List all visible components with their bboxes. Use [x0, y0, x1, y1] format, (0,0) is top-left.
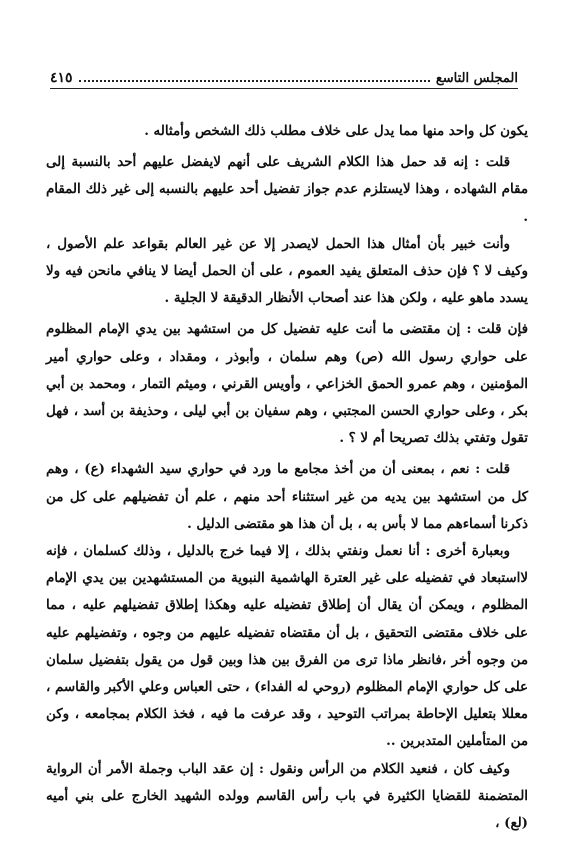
paragraph-3: وأنت خبير بأن أمثال هذا الحمل لايصدر إلا عن غير العالم بقواعد علم الأصول ، وكيف لا ؟ فإن حذف المتعلق يفيد العموم ، على أن الحمل أيضا لا ينافي مانحن فيه ولا يسدد ماهو عليه ، ولكن هذا عند أصحاب الأنظار الدقيقة لا الجلية . — [46, 235, 528, 307]
paragraph-4: فإن قلت : إن مقتضى ما أنت عليه تفضيل كل من استشهد بين يدي الإمام المظلوم على حواري رسول الله (ص) وهم سلمان ، وأبوذر ، ومقداد ، وعلى حواري أمير المؤمنين ، وهم عمرو الحمق الخزاعي ، وأويس القرني ، وميثم التمار ، ومحمد بن أبي بكر ، وعلى حواري الحسن المجتبي ، وهم سفيان بن أبي ليلى ، وحذيفة بن أسد ، فهل تقول وتفتي بذلك تصريحا أم لا ؟ . — [46, 321, 528, 447]
page-number: ٤١٥ — [50, 70, 73, 86]
paragraph-1: يكون كل واحد منها مما يدل على خلاف مطلب ذلك الشخص وأمثاله . — [144, 123, 528, 139]
running-title: المجلس التاسع — [435, 71, 518, 86]
page-body — [46, 118, 528, 837]
page-header — [50, 64, 518, 86]
header-rule — [50, 88, 518, 89]
paragraph-5: قلت : نعم ، بمعنى أن من أخذ مجامع ما ورد في حواري سيد الشهداء (ع) ، وهم كل من استشهد بين يديه من غير استثناء أحد منهم ، علم أن تفضيلهم على كل من ذكرنا أسماءهم مما لا بأس به ، بل أن هذا هو مقتضى الدليل . — [46, 461, 528, 532]
dotted-leader — [79, 80, 430, 82]
paragraph-7: وكيف كان ، فنعيد الكلام من الرأس ونقول : إن عقد الباب وجملة الأمر أن الرواية المتضمنة للقضايا الكثيرة في باب رأس القاسم وولده الشهيد الخارج على بني أميه (لع) ، — [46, 760, 528, 832]
paragraph-2: قلت : إنه قد حمل هذا الكلام الشريف على أنهم لايفضل عليهم أحد بالنسبة إلى مقام الشهاده ، وهذا لايستلزم عدم جواز تفضيل أحد عليهم بالنسبه إلى غير ذلك المقام . — [46, 154, 528, 225]
paragraph-6: وبعبارة أخرى : أنا نعمل ونفتي بذلك ، إلا فيما خرج بالدليل ، وذلك كسلمان ، فإنه لااستبعاد في تفضيله على غير العترة الهاشمية النبوية من المستشهدين بين يدي الإمام المظلوم ، ويمكن أن يقال أن إطلاق تفضيله عليه وهكذا إطلاق تفضيلهم عليه ، مما على خلاف مقتضى التحقيق ، بل أن مقتضاه تفضيله عليهم من وجوه ، وتفضيلهم عليه من وجوه أخر ،فانظر ماذا ترى من الفرق بين هذا وبين قول من يقول بتفضيل سلمان على كل حواري الإمام المظلوم (روحي له الفداء) ، حتى العباس وعلي الأكبر والقاسم ، معللا بتعليل الإحاطة بمراتب التوحيد ، وقد عرفت ما فيه ، فخذ الكلام بمجامعه ، وكن من المتأملين المتدبرين .. — [46, 543, 528, 750]
